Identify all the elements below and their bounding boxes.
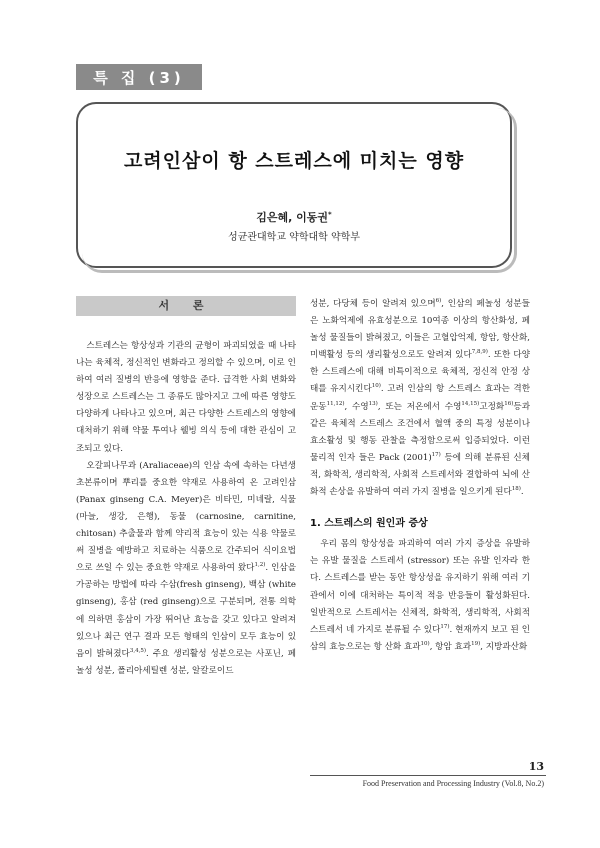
right-paragraph-1 (310, 296, 530, 501)
intro-text-2a: 오갈피나무과 (Araliaceae)의 인삼 속에 속하는 다년생 초본류이며 뿌리를 중요한 약재로 사용하여 온 고려인삼 (Panax ginseng C.A. Meyer)은 비타민, 미네랄, 식물 (마늘, 생강, 은행), 동물 (carnosine, carnitine, chitosan) 추출물과 함께 약리적 효능이 있는 식용 약물로써 질병을 예방하고 치료하는 식품으로 간주되어 식이요법으로 쓰일 수 있는 중요한 약재로 사용하여 왔다 (76, 460, 296, 574)
text-run: 성분, 다당체 등이 알려져 있으며 (310, 299, 436, 309)
reference-mark: 17) (440, 623, 450, 630)
text-run: 등과 같은 육체적 스트레스 조건에서 혈액 중의 특정 성분이나 효소활성 및 행동 관찰을 측정함으로써 입증되었다. 이런 물리적 인자 들은 Pack (2001) (310, 401, 530, 463)
reference-mark: 11,12) (326, 400, 345, 407)
reference-mark: 1,2) (254, 562, 266, 569)
reference-mark: 3,4,5) (129, 647, 146, 654)
intro-paragraph-2 (76, 458, 296, 680)
title-box (76, 102, 512, 268)
reference-mark: 13) (368, 400, 378, 407)
author-names: 김은혜, 이동권 (256, 211, 329, 224)
reference-mark: 18) (511, 486, 521, 493)
intro-paragraph-1: 스트레스는 항상성과 기관의 균형이 파괴되었을 때 나타나는 육체적, 정신적인 변화라고 정의할 수 있으며, 이로 인하여 여러 질병의 반응에 영향을 준다. 급격한 사회 변화와 성장으로 스트레스는 그 종류도 많아지고 그에 따른 영향도 다양하게 나타나고 있으며, 최근 다양한 스트레스의 영향에 대처하기 위해 약물 투여나 웰빙 의식 등에 대한 관심이 고조되고 있다. (76, 341, 296, 454)
text-run: , 지방과산화 (480, 641, 528, 652)
intro-text-2b: . 인삼을 가공하는 방법에 따라 수삼(fresh ginseng), 백삼 (white ginseng), 홍삼 (red ginseng)으로 구분되며, 전통 의학에 의하면 홍삼이 가장 뛰어난 효능을 갖고 있다고 알려져 있으나 최근 연구 결과 모든 형태의 인삼이 모두 효능이 있음이 밝혀졌다 (76, 563, 296, 659)
corresponding-author-mark: * (328, 210, 332, 219)
intro-text-2c: . 주요 생리활성 성분으로는 사포닌, 페놀성 성분, 폴리아세틸렌 성분, 알칼로이드 (76, 648, 296, 676)
footer-rule (310, 775, 546, 776)
reference-mark: 17) (431, 451, 441, 458)
reference-mark: 16) (504, 400, 514, 407)
text-run: . 고려 인삼의 항 스트레스 효과는 격한 운동 (310, 384, 530, 412)
text-run: , 인삼의 페놀성 성분들은 노화억제에 유효성분으로 10여종 이상의 항산화성, 페놀성 물질들이 밝혀졌고, 이들은 고혈압억제, 항암, 항산화, 미백활성 등의 생리활성으로도 알려져 있다 (310, 299, 530, 361)
paper-title: 고려인삼이 항 스트레스에 미치는 영향 (123, 150, 465, 172)
journal-footer: Food Preservation and Processing Industry (Vol.8, No.2) (362, 779, 544, 788)
text-run: , 항암 효과 (429, 641, 472, 652)
affiliation: 성균관대학교 약학대학 약학부 (228, 232, 360, 243)
reference-mark: 10) (420, 640, 430, 647)
reference-mark: 14,15) (461, 400, 480, 407)
section-heading-intro: 서 론 (76, 296, 296, 316)
right-column (310, 296, 530, 656)
reference-mark: 6) (435, 298, 442, 305)
reference-mark: 19) (471, 640, 481, 647)
text-run: . (520, 487, 524, 498)
text-run: , 또는 저온에서 수영 (377, 401, 462, 412)
authors (78, 209, 510, 225)
text-run: 등에 의해 분류된 신체적, 화학적, 생리학적, 사회적 스트레서와 결합하여 뇌에 산화적 손상을 유발하여 여러 가지 질병을 일으키게 된다 (310, 452, 530, 498)
reference-mark: 10) (371, 383, 381, 390)
left-column (76, 296, 296, 680)
right-paragraph-2 (310, 536, 530, 656)
text-run: . 또한 다양한 스트레스에 대해 비특이적으로 육체적, 정신적 안정 상태를 유지시킨다 (310, 350, 531, 395)
page-number: 13 (528, 760, 544, 773)
text-run: 고정화 (479, 401, 505, 412)
series-tag: 특 집 (3) (76, 64, 202, 90)
text-run: , 수영 (344, 401, 369, 412)
text-run: . 현재까지 보고 된 인삼의 효능으로는 항 산화 효과 (310, 624, 530, 652)
sub-heading-causes: 1. 스트레스의 원인과 증상 (310, 518, 428, 530)
reference-mark: 7,8,9) (471, 349, 488, 356)
text-run: 우리 몸의 항상성을 파괴하여 여러 가지 증상을 유발하는 유발 물질을 스트레서 (stressor) 또는 유발 인자라 한다. 스트레스를 받는 동안 항상성을 유지하기 위해 여러 기관에서 이에 대처하는 특이적 적응 반응들이 활성화된다. 일반적으로 스트레서는 신체적, 화학적, 생리학적, 사회적 스트레서 네 가지로 분류될 수 있다 (310, 539, 530, 635)
